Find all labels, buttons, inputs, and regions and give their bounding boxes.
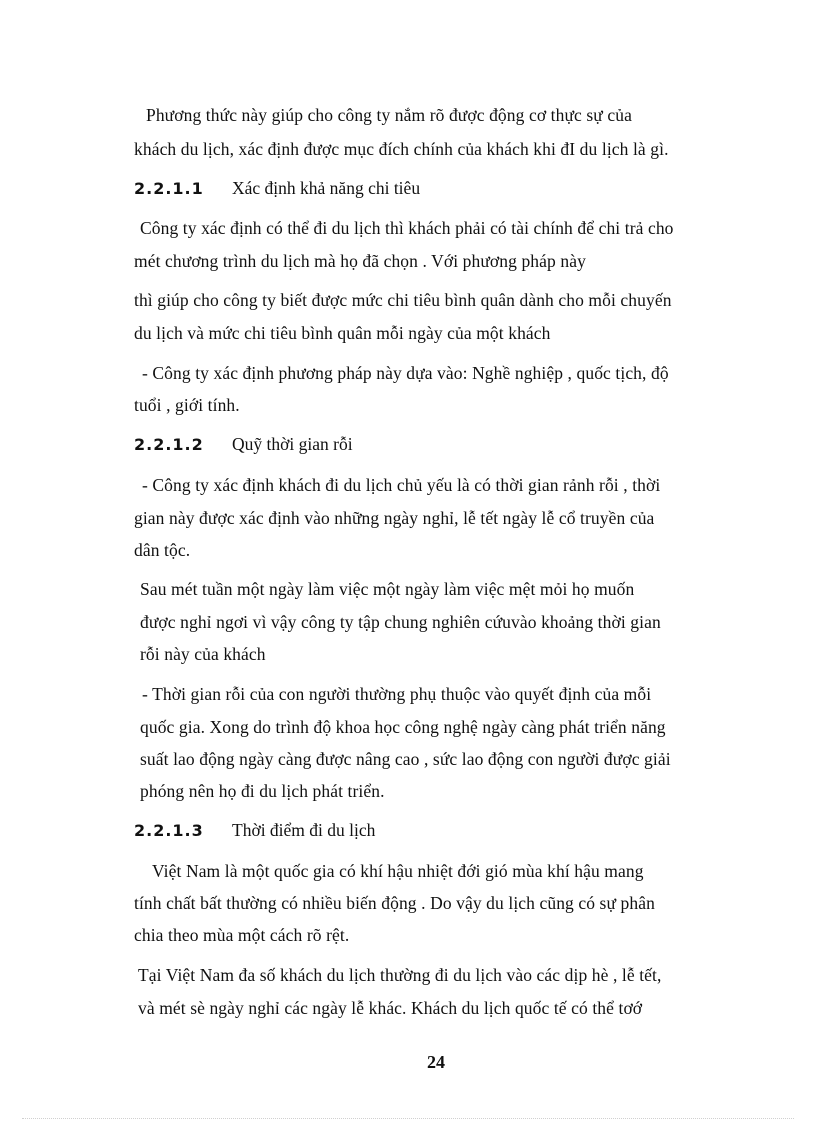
- section-heading: [134, 820, 375, 841]
- text-line: gian này được xác định vào những ngày nghỉ, lễ tết ngày lễ cổ truyền của: [134, 508, 655, 528]
- section-heading: [134, 178, 420, 199]
- section-heading: [134, 434, 353, 455]
- text-line: phóng nên họ đi du lịch phát triển.: [140, 781, 385, 801]
- section-number: 2.2.1.3: [134, 821, 204, 840]
- section-number: 2.2.1.1: [134, 179, 204, 198]
- section-title: Quỹ thời gian rỗi: [232, 434, 353, 454]
- page-number: 24: [427, 1052, 445, 1072]
- text-line: du lịch và mức chi tiêu bình quân mỗi ngày của một khách: [134, 323, 551, 343]
- text-line: khách du lịch, xác định được mục đích chính của khách khi đI du lịch là gì.: [134, 139, 669, 159]
- text-line: - Công ty xác định phương pháp này dựa vào: Nghề nghiệp , quốc tịch, độ: [142, 363, 669, 383]
- text-line: rỗi này của khách: [140, 644, 266, 664]
- page-bottom-divider: [22, 1118, 794, 1119]
- text-line: và mét sè ngày nghỉ các ngày lễ khác. Khách du lịch quốc tế có thể tơớ: [138, 998, 643, 1018]
- text-line: Sau mét tuần một ngày làm việc một ngày làm việc mệt mỏi họ muốn: [140, 579, 635, 599]
- text-line: Tại Việt Nam đa số khách du lịch thường đi du lịch vào các dịp hè , lễ tết,: [138, 965, 662, 985]
- text-line: chia theo mùa một cách rõ rệt.: [134, 925, 350, 945]
- text-line: tính chất bất thường có nhiều biến động . Do vậy du lịch cũng có sự phân: [134, 893, 655, 913]
- text-line: Phương thức này giúp cho công ty nắm rõ được động cơ thực sự của: [146, 105, 632, 125]
- section-title: Thời điểm đi du lịch: [232, 820, 376, 840]
- text-line: được nghỉ ngơi vì vậy công ty tập chung nghiên cứuvào khoảng thời gian: [140, 612, 661, 632]
- text-line: mét chương trình du lịch mà họ đã chọn . Với phương pháp này: [134, 251, 586, 271]
- text-line: suất lao động ngày càng được nâng cao , sức lao động con người được giải: [140, 749, 671, 769]
- text-line: Công ty xác định có thể đi du lịch thì khách phải có tài chính để chi trả cho: [140, 218, 674, 238]
- text-line: Việt Nam là một quốc gia có khí hậu nhiệt đới gió mùa khí hậu mang: [152, 861, 644, 881]
- text-line: - Thời gian rỗi của con người thường phụ thuộc vào quyết định của mỗi: [142, 684, 652, 704]
- text-line: thì giúp cho công ty biết được mức chi tiêu bình quân dành cho mỗi chuyến: [134, 290, 672, 310]
- text-line: - Công ty xác định khách đi du lịch chủ yếu là có thời gian rảnh rỗi , thời: [142, 475, 661, 495]
- text-line: dân tộc.: [134, 540, 191, 560]
- text-line: tuổi , giới tính.: [134, 395, 240, 415]
- text-line: quốc gia. Xong do trình độ khoa học công nghệ ngày càng phát triển năng: [140, 717, 666, 737]
- section-number: 2.2.1.2: [134, 435, 204, 454]
- section-title: Xác định khả năng chi tiêu: [232, 178, 421, 198]
